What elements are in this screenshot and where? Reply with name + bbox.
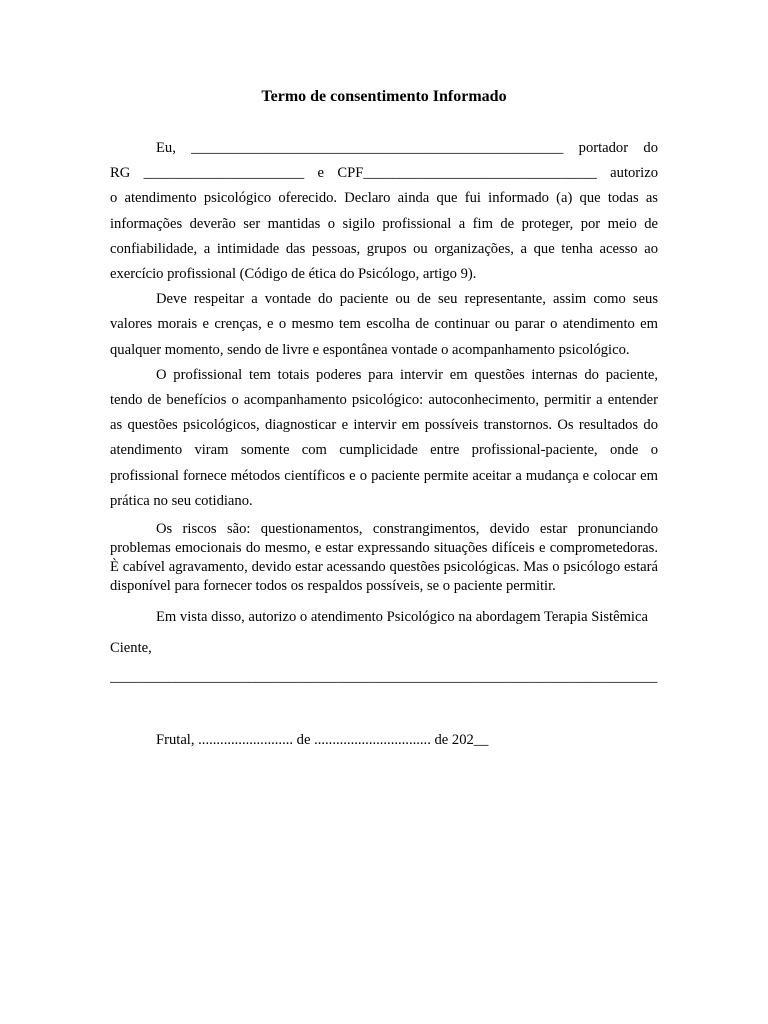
paragraph-identification-body: o atendimento psicológico oferecido. Declaro ainda que fui informado (a) que todas as informações deverão ser mantidas o sigilo profissional a fim de proteger, por meio de confiabilidade, a intimidade das pessoas, grupos ou organizações, a que tenha acesso ao exercício profissional (Código de ética do Psicólogo, artigo 9). bbox=[110, 190, 658, 283]
paragraph-identification bbox=[110, 136, 658, 287]
paragraph-patient-will: Deve respeitar a vontade do paciente ou de seu representante, assim como seus valores morais e crenças, e o mesmo tem escolha de continuar ou parar o atendimento em qualquer momento, sendo de livre e espontânea vontade o acompanhamento psicológico. bbox=[110, 291, 658, 358]
date-location-line: Frutal, .......................... de ................................ de 202__ bbox=[156, 732, 489, 749]
document-title: Termo de consentimento Informado bbox=[261, 88, 507, 105]
rg-cpf-fill-line: RG ______________________ e CPF________________________________ autorizo bbox=[110, 165, 658, 182]
signature-line: ___________________________________________________________________________ bbox=[110, 669, 658, 686]
ciente-label: Ciente, bbox=[110, 640, 152, 657]
paragraph-risks: Os riscos são: questionamentos, constrangimentos, devido estar pronunciando problemas emocionais do mesmo, e estar expressando situações difíceis e comprometedoras. È cabível agravamento, devido estar acessando questões psicológicas. Mas o psicólogo estará disponível para fornecer todos os respaldos possíveis, se o paciente permitir. bbox=[110, 521, 658, 595]
paragraph-professional-powers: O profissional tem totais poderes para intervir em questões internas do paciente, tendo de benefícios o acompanhamento psicológico: autoconhecimento, permitir a entender as questões psicológicos, diagnosticar e intervir em possíveis transtornos. Os resultados do atendimento viram somente com cumplicidade entre profissional-paciente, onde o profissional fornece métodos científicos e o paciente permite aceitar a mudança e colocar em prática no seu cotidiano. bbox=[110, 366, 658, 509]
name-fill-line: Eu, ___________________________________________________ portador do bbox=[156, 140, 658, 156]
paragraph-authorization: Em vista disso, autorizo o atendimento Psicológico na abordagem Terapia Sistêmica bbox=[156, 609, 648, 626]
